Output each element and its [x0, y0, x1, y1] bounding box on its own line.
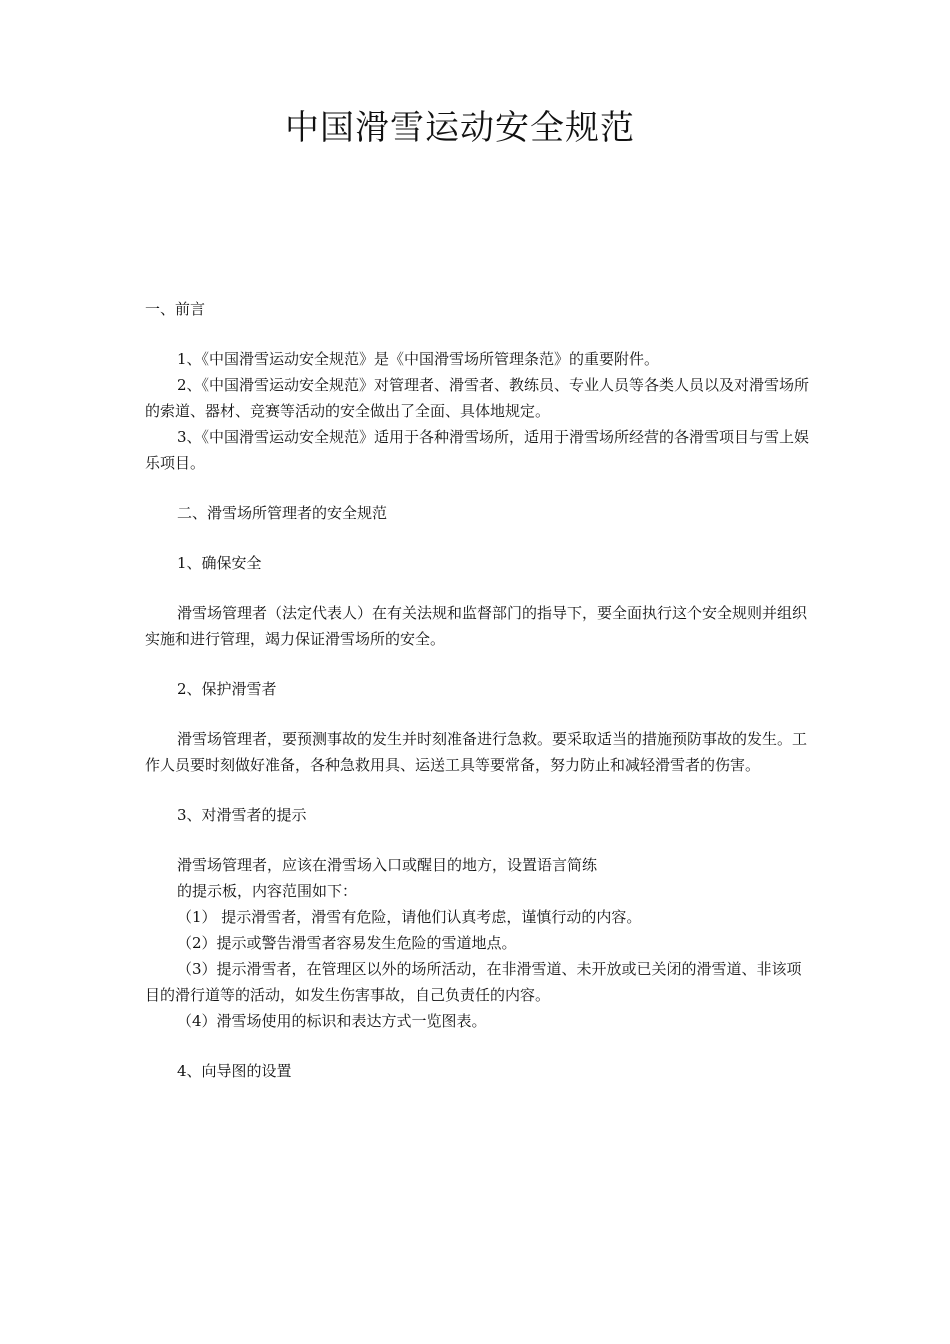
document-title: 中国滑雪运动安全规范	[285, 108, 635, 148]
paragraph-notices-intro-line1: 滑雪场管理者，应该在滑雪场入口或醒目的地方，设置语言简练	[177, 856, 598, 874]
notice-list-item-3: （3）提示滑雪者，在管理区以外的场所活动，在非滑雪道、未开放或已关闭的滑雪道、非该项目的滑行道等的活动，如发生伤害事故，自己负责任的内容。	[145, 960, 802, 1004]
subsection-heading-guide-map: 4、向导图的设置	[177, 1062, 292, 1080]
notice-list-item-2: （2）提示或警告滑雪者容易发生危险的雪道地点。	[177, 934, 517, 952]
preface-item-1: 1、《中国滑雪运动安全规范》是《中国滑雪场所管理条范》的重要附件。	[177, 350, 660, 368]
document-body	[145, 296, 810, 1084]
section-heading-preface: 一、前言	[145, 300, 206, 318]
notice-list-item-4: （4）滑雪场使用的标识和表达方式一览图表。	[177, 1012, 487, 1030]
preface-item-3: 3、《中国滑雪运动安全规范》适用于各种滑雪场所，适用于滑雪场所经营的各滑雪项目与雪上娱乐项目。	[145, 428, 810, 472]
subsection-heading-protect-skiers: 2、保护滑雪者	[177, 680, 277, 698]
notice-list-item-1: （1） 提示滑雪者，滑雪有危险，请他们认真考虑，谨慎行动的内容。	[177, 908, 642, 926]
paragraph-protect-skiers: 滑雪场管理者，要预测事故的发生并时刻准备进行急救。要采取适当的措施预防事故的发生。工作人员要时刻做好准备，各种急救用具、运送工具等要常备，努力防止和减轻滑雪者的伤害。	[145, 730, 808, 774]
paragraph-notices-intro-line2: 的提示板，内容范围如下：	[177, 882, 358, 900]
section-heading-manager-safety: 二、滑雪场所管理者的安全规范	[177, 504, 388, 522]
preface-item-2: 2、《中国滑雪运动安全规范》对管理者、滑雪者、教练员、专业人员等各类人员以及对滑雪场所的索道、器材、竞赛等活动的安全做出了全面、具体地规定。	[145, 376, 810, 420]
subsection-heading-ensure-safety: 1、确保安全	[177, 554, 262, 572]
paragraph-ensure-safety: 滑雪场管理者（法定代表人）在有关法规和监督部门的指导下，要全面执行这个安全规则并组织实施和进行管理，竭力保证滑雪场所的安全。	[145, 604, 808, 648]
subsection-heading-skier-notices: 3、对滑雪者的提示	[177, 806, 307, 824]
